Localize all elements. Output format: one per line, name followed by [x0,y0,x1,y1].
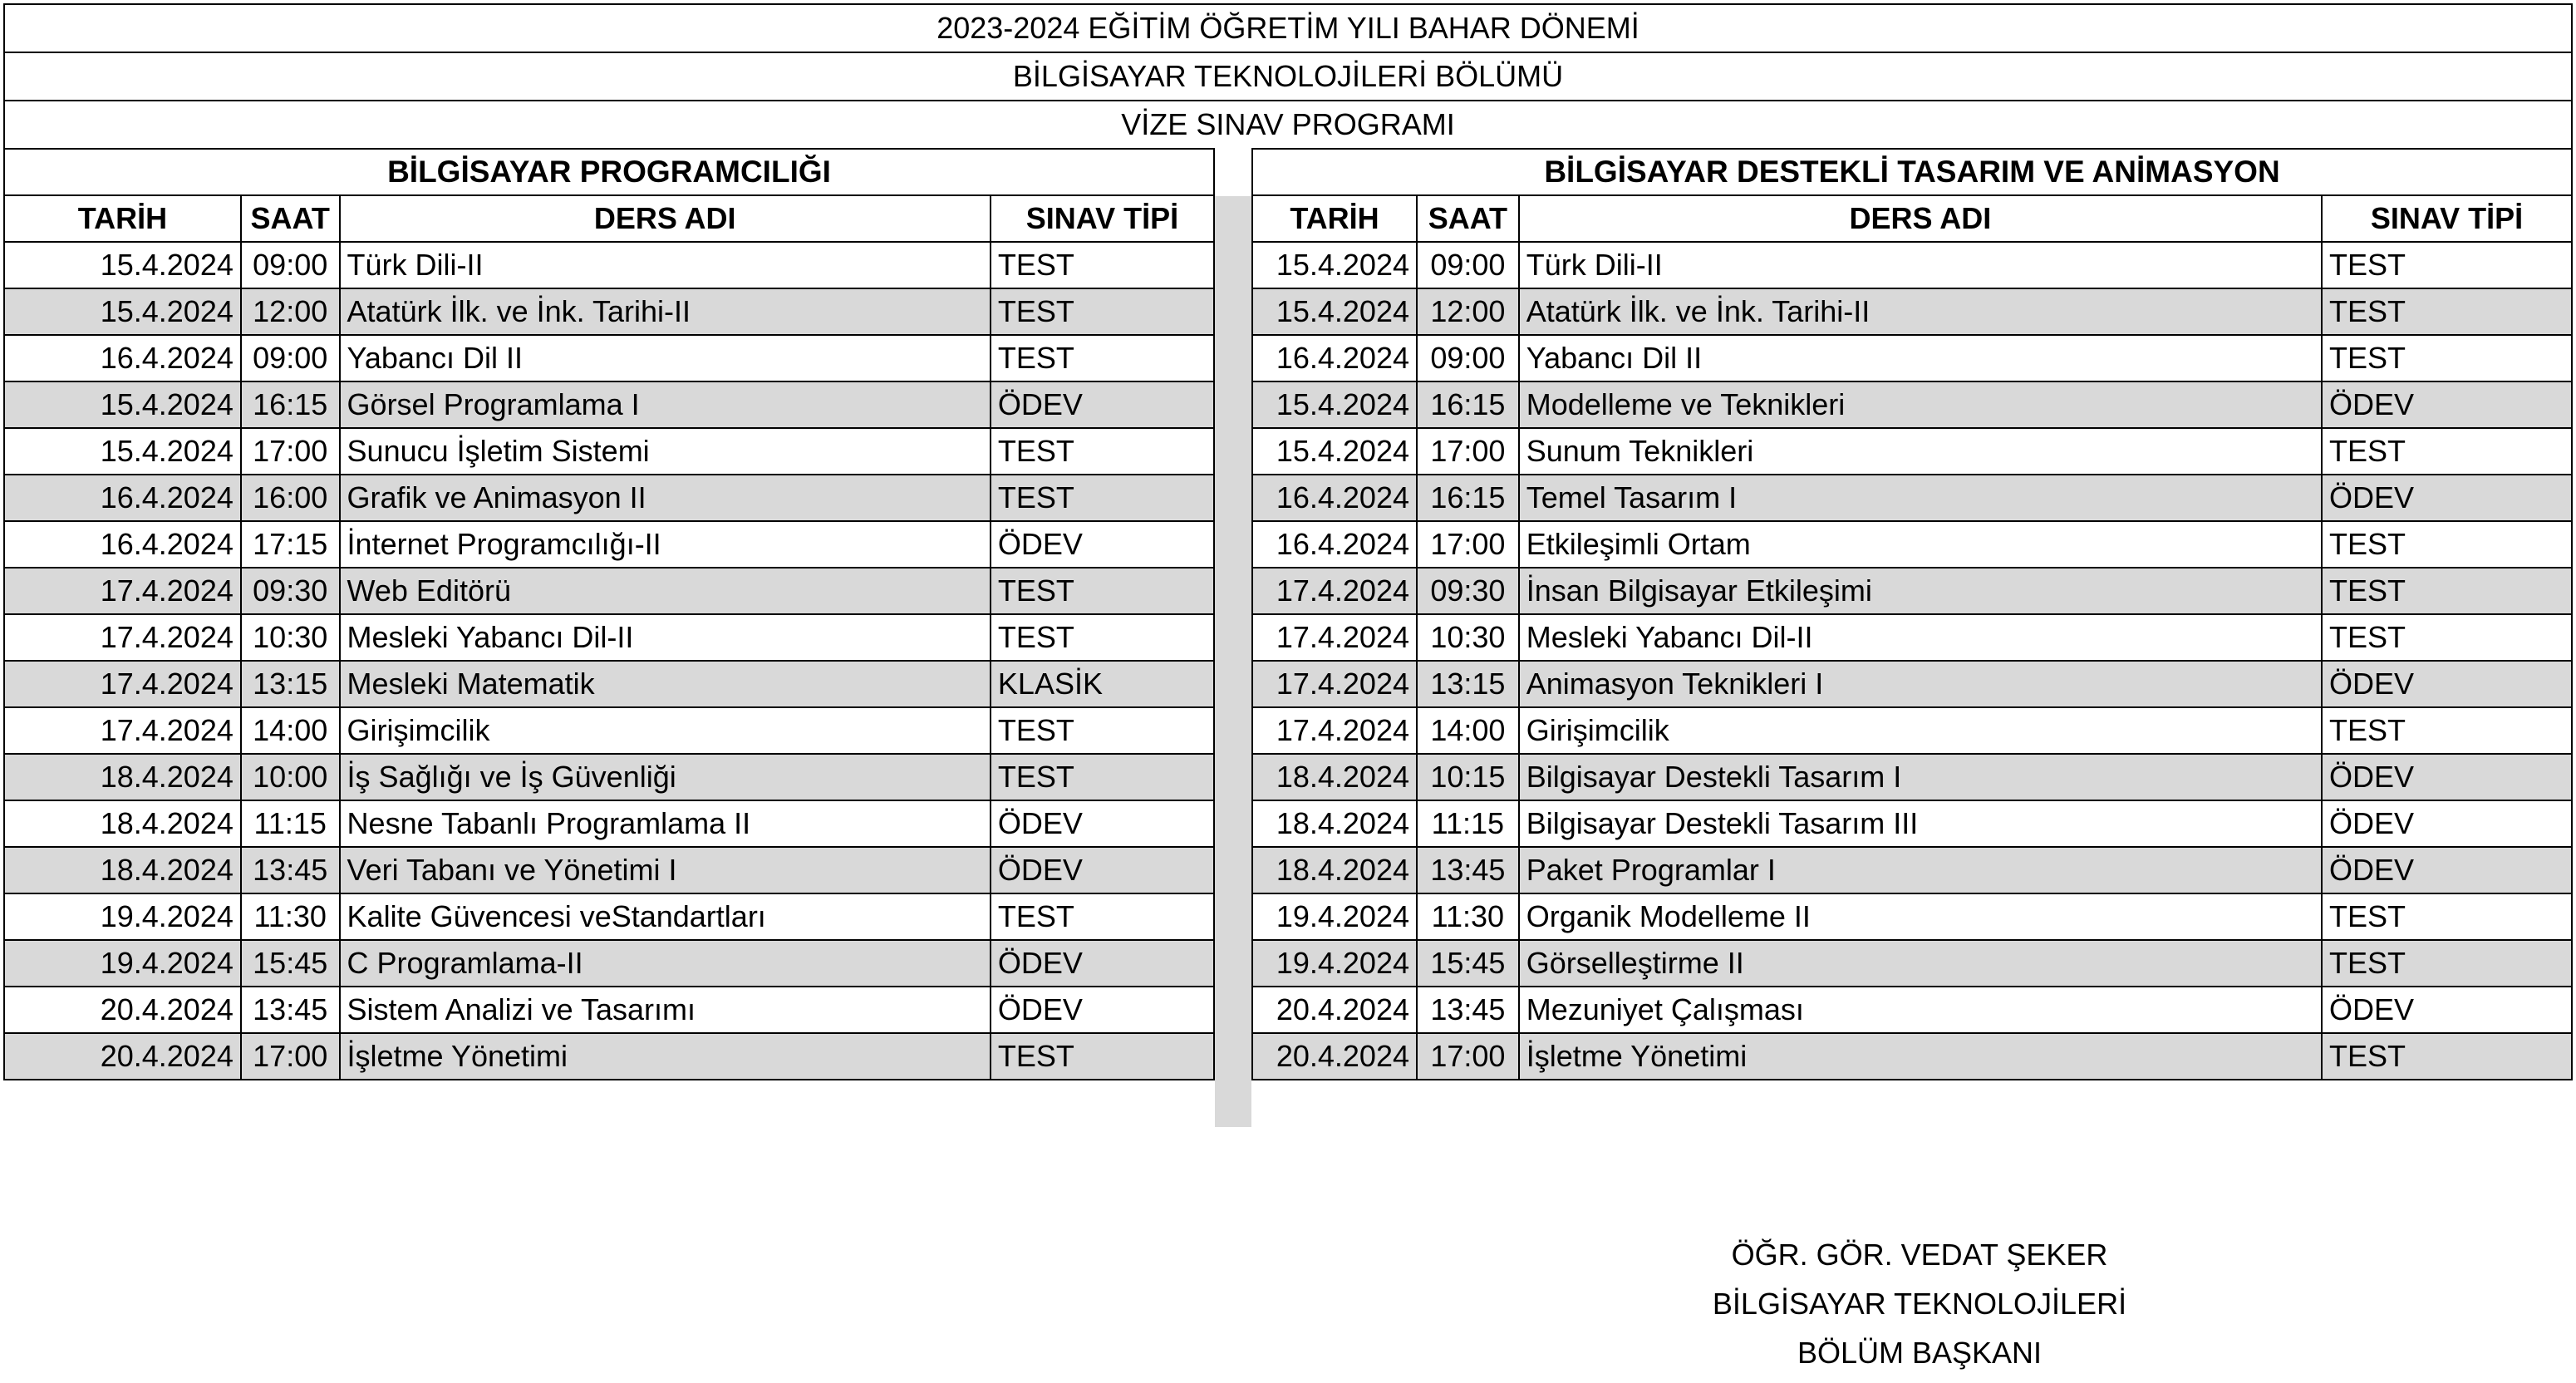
date-cell: 15.4.2024 [4,428,241,475]
course-cell: Girişimcilik [340,707,991,754]
signatory-title: BÖLÜM BAŞKANI [1797,1336,2043,1370]
table-row [1252,521,2572,568]
exam-type-cell: ÖDEV [991,847,1214,893]
date-cell: 16.4.2024 [1252,335,1417,381]
program-title: BİLGİSAYAR DESTEKLİ TASARIM VE ANİMASYON [1252,149,2572,195]
course-cell: Yabancı Dil II [340,335,991,381]
column-header-date: TARİH [1252,195,1417,242]
exam-type-cell: TEST [991,288,1214,335]
time-cell: 10:30 [1417,614,1519,661]
date-cell: 18.4.2024 [1252,847,1417,893]
time-cell: 17:00 [241,428,340,475]
table-row [1252,335,2572,381]
time-cell: 11:15 [1417,800,1519,847]
date-cell: 19.4.2024 [4,893,241,940]
exam-type-cell: TEST [2322,893,2572,940]
course-cell: Mesleki Yabancı Dil-II [1519,614,2322,661]
column-header-course: DERS ADI [1519,195,2322,242]
exam-type-cell: TEST [991,707,1214,754]
table-row [1252,661,2572,707]
exam-type-cell: TEST [2322,521,2572,568]
exam-type-cell: ÖDEV [2322,475,2572,521]
course-cell: İş Sağlığı ve İş Güvenliği [340,754,991,800]
time-cell: 15:45 [1417,940,1519,987]
course-cell: Türk Dili-II [1519,242,2322,288]
date-cell: 17.4.2024 [4,614,241,661]
table-row [1252,242,2572,288]
date-cell: 19.4.2024 [1252,940,1417,987]
time-cell: 12:00 [241,288,340,335]
time-cell: 11:30 [241,893,340,940]
exam-type-cell: ÖDEV [991,521,1214,568]
exam-type-cell: ÖDEV [2322,800,2572,847]
time-cell: 17:15 [241,521,340,568]
table-row [4,707,1214,754]
semester-title: 2023-2024 EĞİTİM ÖĞRETİM YILI BAHAR DÖNEMİ [3,3,2573,52]
date-cell: 19.4.2024 [4,940,241,987]
exam-type-cell: TEST [2322,242,2572,288]
course-cell: Atatürk İlk. ve İnk. Tarihi-II [1519,288,2322,335]
exam-type-cell: TEST [2322,428,2572,475]
exam-type-cell: ÖDEV [991,987,1214,1033]
exam-type-cell: ÖDEV [991,940,1214,987]
course-cell: Paket Programlar I [1519,847,2322,893]
course-cell: Mesleki Matematik [340,661,991,707]
exam-type-cell: TEST [991,568,1214,614]
time-cell: 17:00 [241,1033,340,1080]
time-cell: 10:30 [241,614,340,661]
date-cell: 18.4.2024 [1252,754,1417,800]
table-row [4,847,1214,893]
table-row [4,335,1214,381]
table-row [1252,288,2572,335]
exam-type-cell: ÖDEV [991,800,1214,847]
date-cell: 20.4.2024 [4,987,241,1033]
course-cell: C Programlama-II [340,940,991,987]
time-cell: 11:15 [241,800,340,847]
table-row [1252,987,2572,1033]
time-cell: 12:00 [1417,288,1519,335]
time-cell: 09:30 [241,568,340,614]
table-row [4,381,1214,428]
table-row [1252,707,2572,754]
date-cell: 17.4.2024 [4,707,241,754]
exam-type-cell: ÖDEV [2322,661,2572,707]
exam-type-cell: TEST [2322,288,2572,335]
date-cell: 16.4.2024 [1252,475,1417,521]
date-cell: 16.4.2024 [4,335,241,381]
table-row [1252,568,2572,614]
time-cell: 09:00 [241,335,340,381]
course-cell: Kalite Güvencesi veStandartları [340,893,991,940]
exam-type-cell: TEST [991,335,1214,381]
time-cell: 13:45 [241,847,340,893]
table-separator [1215,196,1251,1127]
time-cell: 09:00 [241,242,340,288]
table-row [4,288,1214,335]
department-title: BİLGİSAYAR TEKNOLOJİLERİ BÖLÜMÜ [3,52,2573,100]
exam-type-cell: ÖDEV [2322,381,2572,428]
exam-type-cell: ÖDEV [2322,754,2572,800]
date-cell: 15.4.2024 [1252,242,1417,288]
time-cell: 17:00 [1417,1033,1519,1080]
table-row [1252,800,2572,847]
exam-type-cell: TEST [991,1033,1214,1080]
time-cell: 13:45 [241,987,340,1033]
exam-type-cell: ÖDEV [2322,987,2572,1033]
time-cell: 10:00 [241,754,340,800]
table-row [4,521,1214,568]
course-cell: Etkileşimli Ortam [1519,521,2322,568]
table-row [1252,1033,2572,1080]
table-row [4,754,1214,800]
table-row [4,428,1214,475]
programming-schedule-table [3,148,1215,1080]
schedule-body [1252,242,2572,1080]
table-row [1252,475,2572,521]
exam-schedule-document [3,3,2573,1228]
date-cell: 17.4.2024 [1252,707,1417,754]
date-cell: 16.4.2024 [4,475,241,521]
date-cell: 16.4.2024 [1252,521,1417,568]
course-cell: Yabancı Dil II [1519,335,2322,381]
design-animation-schedule-table [1251,148,2573,1080]
date-cell: 20.4.2024 [1252,1033,1417,1080]
exam-type-cell: TEST [2322,614,2572,661]
column-header-date: TARİH [4,195,241,242]
table-row [4,475,1214,521]
table-row [4,800,1214,847]
course-cell: İnternet Programcılığı-II [340,521,991,568]
date-cell: 15.4.2024 [1252,428,1417,475]
exam-type-cell: ÖDEV [991,381,1214,428]
course-cell: Atatürk İlk. ve İnk. Tarihi-II [340,288,991,335]
date-cell: 20.4.2024 [4,1033,241,1080]
date-cell: 17.4.2024 [1252,614,1417,661]
time-cell: 09:00 [1417,242,1519,288]
signatory-name: ÖĞR. GÖR. VEDAT ŞEKER [1731,1238,2108,1272]
exam-type-cell: TEST [2322,568,2572,614]
column-header-time: SAAT [241,195,340,242]
course-cell: Sunucu İşletim Sistemi [340,428,991,475]
column-header-exam-type: SINAV TİPİ [2322,195,2572,242]
date-cell: 16.4.2024 [4,521,241,568]
exam-type-cell: TEST [2322,707,2572,754]
date-cell: 18.4.2024 [1252,800,1417,847]
exam-type-cell: TEST [2322,335,2572,381]
time-cell: 16:15 [1417,381,1519,428]
course-cell: İnsan Bilgisayar Etkileşimi [1519,568,2322,614]
exam-type-cell: ÖDEV [2322,847,2572,893]
time-cell: 17:00 [1417,428,1519,475]
column-header-time: SAAT [1417,195,1519,242]
date-cell: 15.4.2024 [1252,288,1417,335]
table-row [1252,428,2572,475]
course-cell: Bilgisayar Destekli Tasarım III [1519,800,2322,847]
course-cell: Veri Tabanı ve Yönetimi I [340,847,991,893]
time-cell: 14:00 [241,707,340,754]
exam-type-cell: TEST [2322,1033,2572,1080]
schedule-body [4,242,1214,1080]
time-cell: 11:30 [1417,893,1519,940]
exam-type-cell: TEST [991,754,1214,800]
column-header-course: DERS ADI [340,195,991,242]
course-cell: İşletme Yönetimi [340,1033,991,1080]
time-cell: 15:45 [241,940,340,987]
date-cell: 18.4.2024 [4,754,241,800]
table-row [1252,754,2572,800]
course-cell: Mesleki Yabancı Dil-II [340,614,991,661]
table-row [4,242,1214,288]
table-row [4,661,1214,707]
signatory-department: BİLGİSAYAR TEKNOLOJİLERİ [1712,1287,2127,1321]
time-cell: 10:15 [1417,754,1519,800]
date-cell: 17.4.2024 [1252,568,1417,614]
course-cell: Web Editörü [340,568,991,614]
course-cell: Türk Dili-II [340,242,991,288]
course-cell: Grafik ve Animasyon II [340,475,991,521]
table-row [1252,614,2572,661]
date-cell: 18.4.2024 [4,800,241,847]
course-cell: Nesne Tabanlı Programlama II [340,800,991,847]
date-cell: 17.4.2024 [4,661,241,707]
time-cell: 16:00 [241,475,340,521]
table-row [1252,940,2572,987]
course-cell: Görselleştirme II [1519,940,2322,987]
date-cell: 18.4.2024 [4,847,241,893]
exam-type-cell: TEST [991,242,1214,288]
date-cell: 17.4.2024 [1252,661,1417,707]
exam-type-cell: TEST [991,428,1214,475]
table-row [1252,847,2572,893]
schedule-tables [3,148,2573,1228]
table-row [4,1033,1214,1080]
signature-block [1604,1230,2235,1377]
time-cell: 14:00 [1417,707,1519,754]
table-row [4,614,1214,661]
date-cell: 15.4.2024 [1252,381,1417,428]
table-row [4,987,1214,1033]
exam-type-cell: TEST [2322,940,2572,987]
date-cell: 17.4.2024 [4,568,241,614]
course-cell: Animasyon Teknikleri I [1519,661,2322,707]
exam-type-cell: TEST [991,475,1214,521]
date-cell: 15.4.2024 [4,242,241,288]
course-cell: Görsel Programlama I [340,381,991,428]
exam-type-cell: KLASİK [991,661,1214,707]
course-cell: Modelleme ve Teknikleri [1519,381,2322,428]
table-row [1252,893,2572,940]
table-row [4,568,1214,614]
date-cell: 15.4.2024 [4,288,241,335]
time-cell: 13:15 [1417,661,1519,707]
time-cell: 13:45 [1417,847,1519,893]
exam-program-title: VİZE SINAV PROGRAMI [3,100,2573,148]
course-cell: İşletme Yönetimi [1519,1033,2322,1080]
column-header-exam-type: SINAV TİPİ [991,195,1214,242]
time-cell: 16:15 [241,381,340,428]
date-cell: 20.4.2024 [1252,987,1417,1033]
date-cell: 15.4.2024 [4,381,241,428]
time-cell: 09:30 [1417,568,1519,614]
course-cell: Bilgisayar Destekli Tasarım I [1519,754,2322,800]
time-cell: 16:15 [1417,475,1519,521]
time-cell: 13:15 [241,661,340,707]
exam-type-cell: TEST [991,893,1214,940]
course-cell: Mezuniyet Çalışması [1519,987,2322,1033]
time-cell: 17:00 [1417,521,1519,568]
program-title: BİLGİSAYAR PROGRAMCILIĞI [4,149,1214,195]
course-cell: Sistem Analizi ve Tasarımı [340,987,991,1033]
table-row [4,893,1214,940]
table-row [1252,381,2572,428]
date-cell: 19.4.2024 [1252,893,1417,940]
course-cell: Temel Tasarım I [1519,475,2322,521]
course-cell: Sunum Teknikleri [1519,428,2322,475]
course-cell: Girişimcilik [1519,707,2322,754]
time-cell: 13:45 [1417,987,1519,1033]
exam-type-cell: TEST [991,614,1214,661]
course-cell: Organik Modelleme II [1519,893,2322,940]
time-cell: 09:00 [1417,335,1519,381]
table-row [4,940,1214,987]
